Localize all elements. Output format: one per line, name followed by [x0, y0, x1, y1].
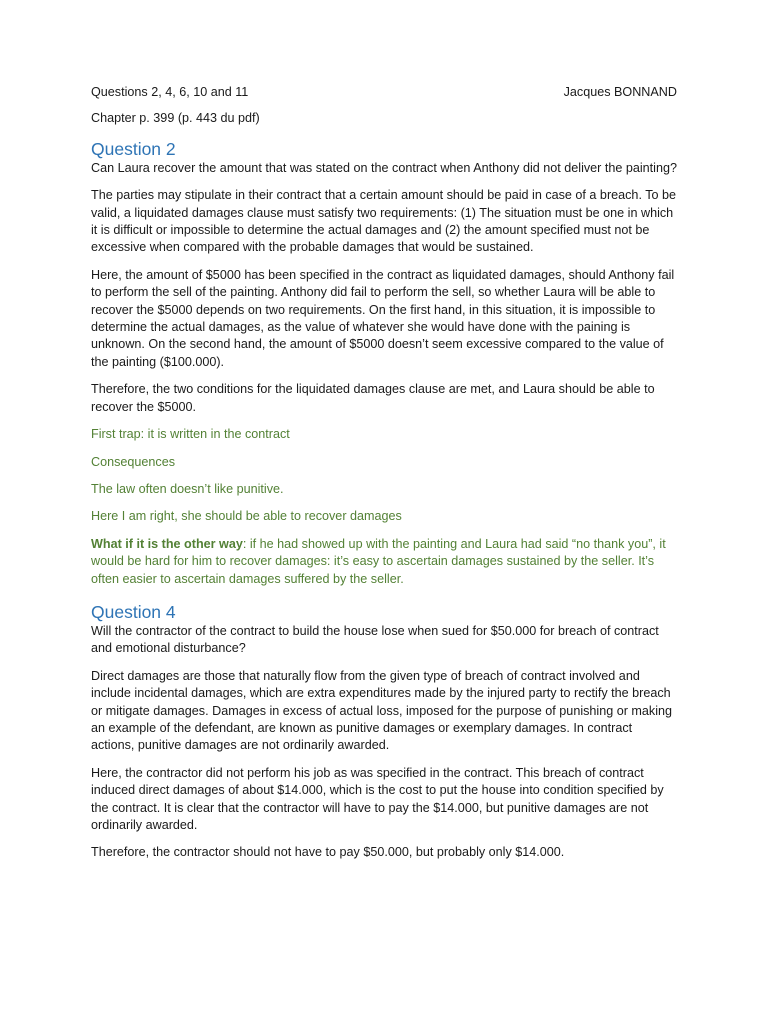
question-2-heading: Question 2	[91, 138, 176, 159]
document-page	[91, 84, 677, 862]
note-other-way-text: : if he had showed up with the painting and Laura had said “no thank you”, it would be hard for him to recover damages: it’s easy to ascertain damages sustained by the seller. It’s often easier to ascertain damages suffered by the seller.	[91, 536, 666, 586]
note-right: Here I am right, she should be able to recover damages	[91, 509, 402, 524]
questions-list: Questions 2, 4, 6, 10 and 11	[91, 85, 249, 99]
header-row	[91, 84, 677, 101]
question-4-paragraph-3: Therefore, the contractor should not have to pay $50.000, but probably only $14.000.	[91, 845, 565, 860]
question-4-prompt: Will the contractor of the contract to build the house lose when sued for $50.000 for breach of contract and emotional disturbance?	[91, 623, 659, 656]
question-4-paragraph-1: Direct damages are those that naturally flow from the given type of breach of contract involved and include incidental damages, which are extra expenditures made by the injured party to rectify the breach or mitigate damages. Damages in excess of actual loss, imposed for the purpose of punishing or making an example of the defendant, are known as punitive damages or exemplary damages. In contract actions, punitive damages are not ordinarily awarded.	[91, 668, 673, 753]
question-2-paragraph-3: Therefore, the two conditions for the liquidated damages clause are met, and Laura should be able to recover the $5000.	[91, 382, 655, 414]
note-other-way	[91, 536, 677, 588]
note-punitive: The law often doesn’t like punitive.	[91, 481, 284, 496]
author-name: Jacques BONNAND	[563, 85, 677, 99]
question-2-prompt: Can Laura recover the amount that was stated on the contract when Anthony did not deliver the painting?	[91, 160, 677, 175]
note-first-trap: First trap: it is written in the contract	[91, 427, 290, 442]
question-4-paragraph-2: Here, the contractor did not perform his job as was specified in the contract. This breach of contract induced direct damages of about $14.000, which is the cost to put the house into condition specified by the contract. It is clear that the contractor will have to pay the $14.000, but punitive damages are not ordinarily awarded.	[91, 765, 664, 832]
question-2-paragraph-2: Here, the amount of $5000 has been specified in the contract as liquidated damages, should Anthony fail to perform the sell of the painting. Anthony did fail to perform the sell, so whether Laura will be able to recover the $5000 depends on two requirements. On the first hand, in this situation, it is impossible to determine the actual damages, as the value of whatever she would have done with the paining is unknown. On the second hand, the amount of $5000 doesn’t seem excessive compared to the value of the painting ($100.000).	[91, 267, 675, 369]
question-4-heading: Question 4	[91, 601, 176, 622]
note-consequences: Consequences	[91, 454, 176, 469]
note-other-way-bold: What if it is the other way	[91, 536, 243, 551]
question-2-paragraph-1: The parties may stipulate in their contract that a certain amount should be paid in case of a breach. To be valid, a liquidated damages clause must satisfy two requirements: (1) The situation must be one in which it is difficult or impossible to determine the actual damages and (2) the amount specified must not be excessive when compared with the probable damages that would be sustained.	[91, 188, 677, 255]
chapter-reference: Chapter p. 399 (p. 443 du pdf)	[91, 111, 260, 126]
